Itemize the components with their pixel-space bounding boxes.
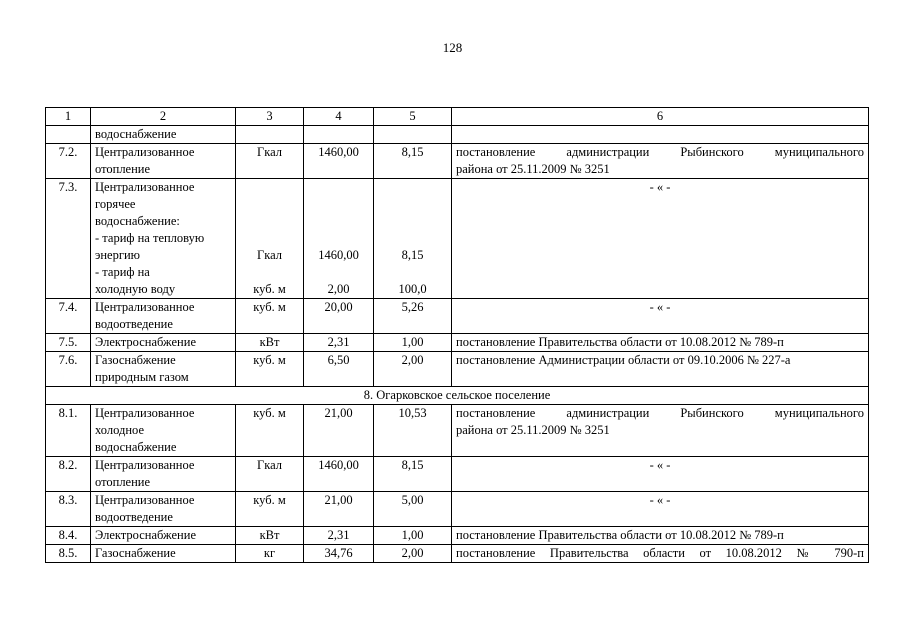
volume-cell	[304, 144, 374, 179]
cell-line: постановление Администрации области от 09.10.2006 № 227-а	[456, 353, 791, 367]
cell-line: энергию	[95, 248, 141, 262]
cell-line	[308, 264, 369, 281]
cell-line: постановление Правительства области от 10.08.2012 № 789-п	[456, 528, 784, 542]
cell-line	[378, 230, 447, 247]
cell-line: куб. м	[253, 353, 286, 367]
cell-line: отопление	[95, 475, 151, 489]
cell-line: Электроснабжение	[95, 335, 196, 349]
row-number: 7.3.	[46, 179, 91, 299]
table-row	[46, 144, 869, 179]
cell-line: Газоснабжение	[95, 353, 176, 367]
document-reference	[452, 299, 869, 334]
cell-line: кВт	[259, 335, 280, 349]
document-reference	[452, 405, 869, 457]
document-reference	[452, 352, 869, 387]
table-row	[46, 492, 869, 527]
document-reference	[452, 527, 869, 545]
table-row	[46, 352, 869, 387]
row-number: 8.2.	[46, 457, 91, 492]
rate-cell	[374, 179, 452, 299]
rate-cell	[374, 457, 452, 492]
cell-line: 20,00	[324, 300, 353, 314]
unit-cell	[236, 457, 304, 492]
volume-cell	[304, 334, 374, 352]
row-number: 8.1.	[46, 405, 91, 457]
rate-cell	[374, 352, 452, 387]
cell-line: - тариф на тепловую	[95, 231, 205, 245]
unit-cell	[236, 179, 304, 299]
row-number: 7.2.	[46, 144, 91, 179]
cell-line: 21,00	[324, 406, 353, 420]
cell-line	[240, 213, 299, 230]
row-number: 8.4.	[46, 527, 91, 545]
rate-cell	[374, 299, 452, 334]
cell-line: 2,00	[401, 546, 424, 560]
row-number: 7.4.	[46, 299, 91, 334]
cell-line: 8,15	[401, 145, 424, 159]
volume-cell	[304, 405, 374, 457]
document-reference	[452, 334, 869, 352]
volume-cell	[304, 299, 374, 334]
cell-line	[240, 196, 299, 213]
cell-line: 2,31	[327, 528, 350, 542]
service-name	[91, 545, 236, 563]
unit-cell	[236, 352, 304, 387]
document-reference	[452, 492, 869, 527]
cell-line: водоснабжение	[95, 127, 177, 141]
cell-line: - « -	[649, 493, 671, 507]
service-name	[91, 126, 236, 144]
cell-line	[378, 179, 447, 196]
header-cell: 4	[304, 108, 374, 126]
document-reference	[452, 545, 869, 563]
rate-cell	[374, 545, 452, 563]
table-row	[46, 527, 869, 545]
rate-cell	[374, 334, 452, 352]
unit-cell	[236, 545, 304, 563]
table-header-row	[46, 108, 869, 126]
cell-line: - « -	[649, 180, 671, 194]
volume-cell	[304, 527, 374, 545]
cell-line: водоотведение	[95, 317, 173, 331]
table-row	[46, 179, 869, 299]
cell-line: постановление администрации Рыбинского муниципального	[456, 406, 864, 420]
cell-line: кВт	[259, 528, 280, 542]
cell-line: 8,15	[401, 458, 424, 472]
cell-line	[378, 196, 447, 213]
volume-cell	[304, 545, 374, 563]
cell-line	[378, 126, 447, 143]
cell-line: Газоснабжение	[95, 546, 176, 560]
cell-line: Гкал	[256, 458, 282, 472]
rate-cell	[374, 126, 452, 144]
cell-line: Централизованное	[95, 300, 195, 314]
cell-line: водоотведение	[95, 510, 173, 524]
cell-line: 1460,00	[318, 145, 359, 159]
rate-cell	[374, 144, 452, 179]
cell-line: холодную воду	[95, 282, 176, 296]
service-name	[91, 352, 236, 387]
cell-line	[308, 230, 369, 247]
tariff-table	[45, 107, 869, 563]
service-name	[91, 179, 236, 299]
section-title: 8. Огарковское сельское поселение	[46, 387, 869, 405]
unit-cell	[236, 527, 304, 545]
service-name	[91, 457, 236, 492]
rate-cell	[374, 527, 452, 545]
cell-line	[308, 213, 369, 230]
cell-line: кг	[263, 546, 276, 560]
row-number: 8.5.	[46, 545, 91, 563]
row-number	[46, 126, 91, 144]
page-number: 128	[442, 40, 463, 55]
cell-line	[456, 126, 864, 143]
cell-line: холодное	[95, 423, 144, 437]
cell-line: 6,50	[327, 353, 350, 367]
volume-cell	[304, 179, 374, 299]
service-name	[91, 144, 236, 179]
cell-line: 5,00	[401, 493, 424, 507]
cell-line: 10,53	[398, 406, 427, 420]
section-row	[46, 387, 869, 405]
row-number: 7.5.	[46, 334, 91, 352]
cell-line: Электроснабжение	[95, 528, 196, 542]
unit-cell	[236, 492, 304, 527]
cell-line	[240, 230, 299, 247]
document-reference	[452, 126, 869, 144]
cell-line: 1,00	[401, 528, 424, 542]
cell-line	[240, 264, 299, 281]
cell-line: Централизованное	[95, 145, 195, 159]
cell-line: водоснабжение:	[95, 214, 180, 228]
cell-line: 5,26	[401, 300, 424, 314]
cell-line: 100,0	[398, 282, 427, 296]
table-row	[46, 405, 869, 457]
cell-line: 2,00	[401, 353, 424, 367]
cell-line: куб. м	[253, 282, 286, 296]
service-name	[91, 405, 236, 457]
cell-line: Гкал	[256, 248, 282, 262]
volume-cell	[304, 352, 374, 387]
header-cell: 3	[236, 108, 304, 126]
unit-cell	[236, 144, 304, 179]
cell-line: 2,31	[327, 335, 350, 349]
cell-line	[240, 126, 299, 143]
unit-cell	[236, 334, 304, 352]
cell-line: - « -	[649, 300, 671, 314]
cell-line: постановление Правительства области от 10.08.2012 № 789-п	[456, 335, 784, 349]
cell-line: горячее	[95, 197, 136, 211]
service-name	[91, 299, 236, 334]
cell-line: 1,00	[401, 335, 424, 349]
cell-line: - « -	[649, 458, 671, 472]
cell-line	[378, 213, 447, 230]
cell-line: постановление Правительства области от 10.08.2012 № 790-п	[456, 546, 864, 560]
cell-line: Гкал	[256, 145, 282, 159]
cell-line	[308, 196, 369, 213]
cell-line: водоснабжение	[95, 440, 177, 454]
cell-line	[308, 179, 369, 196]
header-cell: 1	[46, 108, 91, 126]
cell-line: района от 25.11.2009 № 3251	[456, 423, 610, 437]
rate-cell	[374, 405, 452, 457]
header-cell: 6	[452, 108, 869, 126]
cell-line: 1460,00	[318, 458, 359, 472]
table-row	[46, 299, 869, 334]
cell-line: 1460,00	[318, 248, 359, 262]
cell-line	[240, 179, 299, 196]
cell-line: куб. м	[253, 493, 286, 507]
unit-cell	[236, 299, 304, 334]
table-row	[46, 126, 869, 144]
volume-cell	[304, 126, 374, 144]
document-reference	[452, 457, 869, 492]
cell-line	[308, 126, 369, 143]
cell-line: района от 25.11.2009 № 3251	[456, 162, 610, 176]
cell-line: Централизованное	[95, 180, 195, 194]
row-number: 8.3.	[46, 492, 91, 527]
cell-line: 34,76	[324, 546, 353, 560]
cell-line: куб. м	[253, 300, 286, 314]
row-number: 7.6.	[46, 352, 91, 387]
cell-line: Централизованное	[95, 406, 195, 420]
table-row	[46, 545, 869, 563]
unit-cell	[236, 405, 304, 457]
cell-line: 21,00	[324, 493, 353, 507]
table-row	[46, 457, 869, 492]
rate-cell	[374, 492, 452, 527]
service-name	[91, 527, 236, 545]
document-reference	[452, 179, 869, 299]
volume-cell	[304, 492, 374, 527]
service-name	[91, 492, 236, 527]
cell-line: Централизованное	[95, 458, 195, 472]
cell-line: - тариф на	[95, 265, 150, 279]
service-name	[91, 334, 236, 352]
cell-line: природным газом	[95, 370, 189, 384]
header-cell: 5	[374, 108, 452, 126]
cell-line: Централизованное	[95, 493, 195, 507]
cell-line: куб. м	[253, 406, 286, 420]
cell-line: 8,15	[401, 248, 424, 262]
unit-cell	[236, 126, 304, 144]
cell-line	[378, 264, 447, 281]
cell-line: отопление	[95, 162, 151, 176]
table-row	[46, 334, 869, 352]
volume-cell	[304, 457, 374, 492]
document-reference	[452, 144, 869, 179]
header-cell: 2	[91, 108, 236, 126]
cell-line: постановление администрации Рыбинского муниципального	[456, 145, 864, 159]
cell-line: 2,00	[327, 282, 350, 296]
